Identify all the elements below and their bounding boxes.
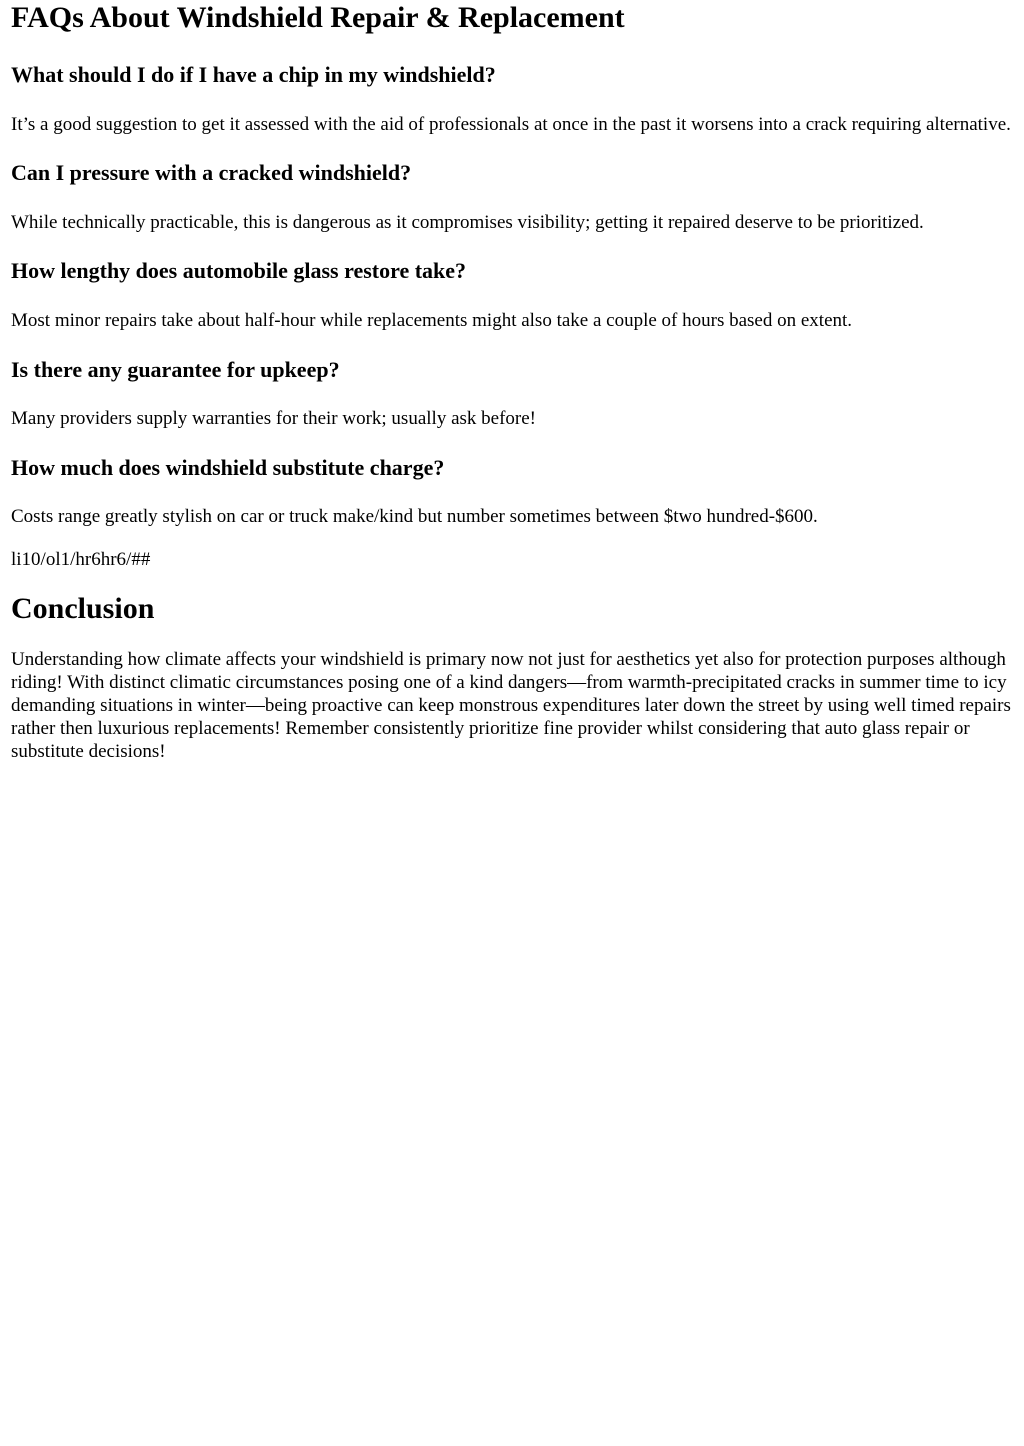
faq-answer: Many providers supply warranties for their work; usually ask before! <box>11 408 536 429</box>
conclusion-body: Understanding how climate affects your windshield is primary now not just for aesthetics yet also for protection purposes although riding! With distinct climatic circumstances posing one of a kind dangers—from warmth-precipitated cracks in summer time to icy demanding situations in winter—being proactive can keep monstrous expenditures later down the street by using well timed repairs rather then luxurious replacements! Remember consistently prioritize fine provider whilst considering that auto glass repair or substitute decisions! <box>11 649 1011 762</box>
faq-question: Is there any guarantee for upkeep? <box>11 357 340 382</box>
faq-question: How lengthy does automobile glass restore take? <box>11 258 467 283</box>
faq-answer: Most minor repairs take about half-hour while replacements might also take a couple of hours based on extent. <box>11 310 853 331</box>
faq-question: How much does windshield substitute charge? <box>11 455 445 480</box>
faq-question: Can I pressure with a cracked windshield? <box>11 160 412 185</box>
faq-answer: While technically practicable, this is dangerous as it compromises visibility; getting it repaired deserve to be prioritized. <box>11 212 924 233</box>
page-title: FAQs About Windshield Repair & Replacement <box>11 1 625 34</box>
faq-answer: Costs range greatly stylish on car or truck make/kind but number sometimes between $two hundred-$600. <box>11 506 818 527</box>
faq-question: What should I do if I have a chip in my windshield? <box>11 62 496 87</box>
stray-markup-text: li10/ol1/hr6hr6/## <box>11 549 151 570</box>
conclusion-heading: Conclusion <box>11 592 155 625</box>
faq-answer: It’s a good suggestion to get it assessed with the aid of professionals at once in the past it worsens into a crack requiring alternative. <box>11 114 1011 135</box>
